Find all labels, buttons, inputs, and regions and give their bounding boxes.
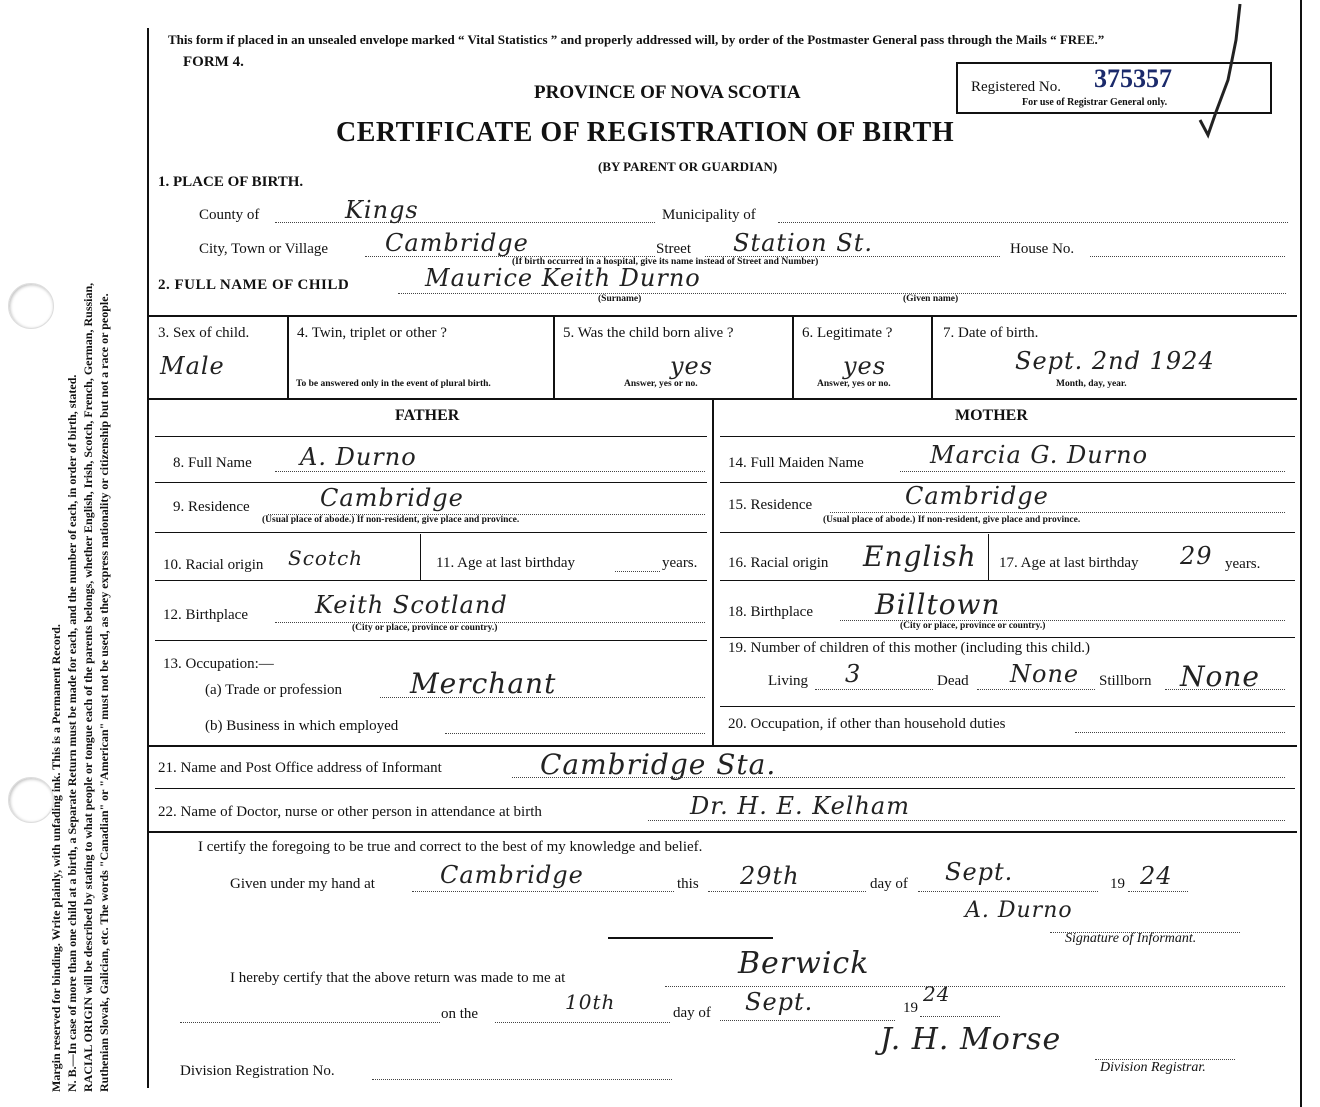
father-trade-label: (a) Trade or profession xyxy=(205,682,343,698)
father-race-label: 10. Racial origin xyxy=(163,557,264,573)
place-of-birth-heading: 1. PLACE OF BIRTH. xyxy=(158,174,304,190)
mother-race-label: 16. Racial origin xyxy=(728,555,829,571)
mother-residence-note: (Usual place of abode.) If non-resident, give place and province. xyxy=(823,515,1081,525)
stillborn-value: None xyxy=(1180,660,1260,693)
street-label: Street xyxy=(656,241,691,257)
certify-year-value: 24 xyxy=(1140,862,1173,890)
registrar-place-value: Berwick xyxy=(738,946,870,981)
margin-notes xyxy=(48,92,112,1092)
dob-value: Sept. 2nd 1924 xyxy=(1015,347,1215,375)
onthe-label: on the xyxy=(441,1006,479,1022)
county-label: County of xyxy=(199,207,260,223)
given-name-note: (Given name) xyxy=(903,294,959,304)
mother-residence-label: 15. Residence xyxy=(728,497,813,513)
registrar-signature: J. H. Morse xyxy=(880,1022,1062,1057)
father-occupation-label: 13. Occupation:— xyxy=(163,656,274,672)
father-business-label: (b) Business in which employed xyxy=(205,718,399,734)
margin-note: N. B.—In case of more than one child at a birth, a Separate Return must be made for each, and the number of each, in order of birth, stated. xyxy=(65,374,79,1092)
certificate-title: CERTIFICATE OF REGISTRATION OF BIRTH xyxy=(336,117,955,148)
registrar-dayof-label: day of xyxy=(673,1005,711,1021)
father-age-unit: years. xyxy=(662,555,698,571)
mother-age-label: 17. Age at last birthday xyxy=(999,555,1139,571)
mother-heading: MOTHER xyxy=(955,407,1028,424)
living-value: 3 xyxy=(845,660,862,688)
mother-birthplace-label: 18. Birthplace xyxy=(728,604,813,620)
division-registrar-label: Division Registrar. xyxy=(1100,1060,1206,1075)
registered-label: Registered No. xyxy=(971,79,1061,95)
mother-race-value: English xyxy=(863,540,977,573)
child-name-value: Maurice Keith Durno xyxy=(425,264,701,292)
mother-name-value: Marcia G. Durno xyxy=(930,441,1149,469)
father-trade-value: Merchant xyxy=(410,667,557,700)
registered-number: 375357 xyxy=(1094,64,1172,93)
registrar-statement: I hereby certify that the above return was made to me at xyxy=(230,970,566,986)
house-label: House No. xyxy=(1010,241,1075,257)
dead-label: Dead xyxy=(937,673,969,689)
mother-children-label: 19. Number of children of this mother (including this child.) xyxy=(728,640,1091,656)
father-birthplace-value: Keith Scotland xyxy=(315,591,508,619)
father-name-label: 8. Full Name xyxy=(173,455,252,471)
doctor-label: 22. Name of Doctor, nurse or other person in attendance at birth xyxy=(158,804,542,820)
street-value: Station St. xyxy=(733,229,873,257)
stillborn-label: Stillborn xyxy=(1099,673,1152,689)
father-age-label: 11. Age at last birthday xyxy=(436,555,575,571)
registered-note: For use of Registrar General only. xyxy=(1022,97,1168,108)
mother-occupation-label: 20. Occupation, if other than household duties xyxy=(728,716,1006,732)
informant-value: Cambridge Sta. xyxy=(540,748,777,781)
certify-dayof-label: day of xyxy=(870,876,908,892)
mother-name-label: 14. Full Maiden Name xyxy=(728,455,864,471)
twin-note: To be answered only in the event of plural birth. xyxy=(296,379,491,389)
dob-label: 7. Date of birth. xyxy=(943,325,1039,341)
given-place-value: Cambridge xyxy=(440,861,584,889)
margin-note: RACIAL ORIGIN will be described by stating to what people or tongue each of the parents belongs, whether English, Irish, Scotch, French, German, Russian, xyxy=(81,282,95,1092)
informant-label: 21. Name and Post Office address of Informant xyxy=(158,760,442,776)
doctor-value: Dr. H. E. Kelham xyxy=(690,792,910,820)
mother-age-unit: years. xyxy=(1225,556,1261,572)
father-birthplace-note: (City or place, province or country.) xyxy=(352,623,498,633)
dead-value: None xyxy=(1010,660,1080,688)
mother-age-value: 29 xyxy=(1180,542,1213,570)
certify-month-value: Sept. xyxy=(945,858,1014,886)
city-value: Cambridge xyxy=(385,229,529,257)
certificate-subtitle: (BY PARENT OR GUARDIAN) xyxy=(598,159,778,174)
mother-residence-value: Cambridge xyxy=(905,482,1049,510)
alive-label: 5. Was the child born alive ? xyxy=(563,325,734,341)
mother-birthplace-value: Billtown xyxy=(875,588,1001,621)
certify-year-prefix: 19 xyxy=(1110,876,1125,892)
informant-signature-label: Signature of Informant. xyxy=(1065,931,1197,946)
margin-note: Ruthenian Slovak, Galician, etc. The words "Canadian" or "American" must not be used, as they express nationality or citizenship but not a race or people. xyxy=(97,293,111,1092)
father-race-value: Scotch xyxy=(288,546,364,570)
twin-label: 4. Twin, triplet or other ? xyxy=(297,325,447,341)
father-heading: FATHER xyxy=(395,407,460,424)
father-residence-value: Cambridge xyxy=(320,484,464,512)
child-name-label: 2. FULL NAME OF CHILD xyxy=(158,277,350,293)
legitimate-note: Answer, yes or no. xyxy=(817,379,891,389)
this-label: this xyxy=(677,876,699,892)
legitimate-label: 6. Legitimate ? xyxy=(802,325,893,341)
check-mark xyxy=(1188,0,1248,145)
municipality-label: Municipality of xyxy=(662,207,756,223)
city-label: City, Town or Village xyxy=(199,241,329,257)
father-name-value: A. Durno xyxy=(300,443,417,471)
surname-note: (Surname) xyxy=(598,294,642,304)
certify-statement: I certify the foregoing to be true and correct to the best of my knowledge and belief. xyxy=(198,839,703,855)
father-birthplace-label: 12. Birthplace xyxy=(163,607,248,623)
mother-birthplace-note: (City or place, province or country.) xyxy=(900,621,1046,631)
alive-note: Answer, yes or no. xyxy=(624,379,698,389)
living-label: Living xyxy=(768,673,808,689)
given-under-label: Given under my hand at xyxy=(230,876,375,892)
father-residence-note: (Usual place of abode.) If non-resident, give place and province. xyxy=(262,515,520,525)
alive-value: yes xyxy=(670,352,714,380)
dob-note: Month, day, year. xyxy=(1056,379,1127,389)
registrar-year-prefix: 19 xyxy=(903,1000,918,1016)
hospital-note: (If birth occurred in a hospital, give its name instead of Street and Number) xyxy=(512,257,819,267)
father-residence-label: 9. Residence xyxy=(173,499,250,515)
registrar-year-value: 24 xyxy=(923,982,951,1006)
county-value: Kings xyxy=(345,196,419,224)
registrar-day-value: 10th xyxy=(565,990,616,1014)
legitimate-value: yes xyxy=(843,352,887,380)
form-number: FORM 4. xyxy=(183,54,244,70)
postal-note: This form if placed in an unsealed envelope marked “ Vital Statistics ” and properly addressed will, by order of the Postmaster General pass through the Mails “ FREE.” xyxy=(168,32,1105,47)
sex-value: Male xyxy=(160,352,225,380)
division-registration-label: Division Registration No. xyxy=(180,1063,335,1079)
registrar-month-value: Sept. xyxy=(745,988,814,1016)
certify-day-value: 29th xyxy=(740,862,800,890)
province-title: PROVINCE OF NOVA SCOTIA xyxy=(534,82,801,103)
margin-note: Margin reserved for binding. Write plainly, with unfading ink. This is a Permanent Record. xyxy=(49,624,63,1092)
frame-right xyxy=(1300,0,1302,1107)
frame-left xyxy=(147,28,149,1088)
sex-label: 3. Sex of child. xyxy=(158,325,250,341)
informant-signature: A. Durno xyxy=(965,898,1073,923)
